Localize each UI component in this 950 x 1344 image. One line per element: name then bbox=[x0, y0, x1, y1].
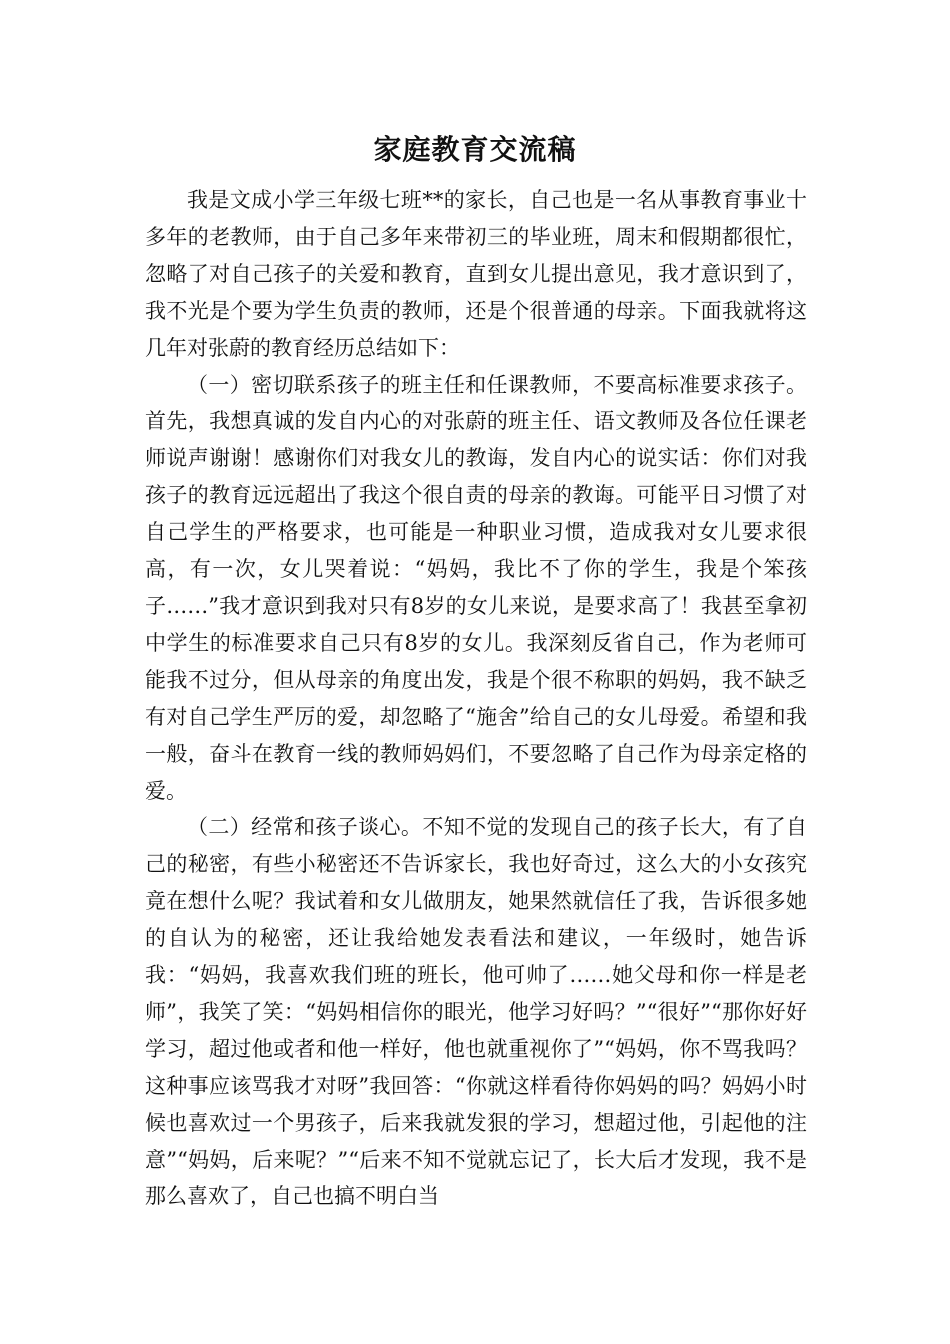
document-body bbox=[145, 182, 807, 1215]
paragraph-intro: 我是文成小学三年级七班**的家长，自己也是一名从事教育事业十多年的老教师，由于自己多年来带初三的毕业班，周末和假期都很忙，忽略了对自己孩子的关爱和教育，直到女儿提出意见，我才意识到了，我不光是个要为学生负责的教师，还是个很普通的母亲。下面我就将这几年对张蔚的教育经历总结如下： bbox=[145, 188, 807, 360]
paragraph-section-two: （二）经常和孩子谈心。不知不觉的发现自己的孩子长大，有了自己的秘密，有些小秘密还不告诉家长，我也好奇过，这么大的小女孩究竟在想什么呢？我试着和女儿做朋友，她果然就信任了我，告诉很多她的自认为的秘密，还让我给她发表看法和建议，一年级时，她告诉我：“妈妈，我喜欢我们班的班长，他可帅了……她父母和你一样是老师”，我笑了笑：“妈妈相信你的眼光，他学习好吗？”“很好”“那你好好学习，超过他或者和他一样好，他也就重视你了”“妈妈，你不骂我吗？这种事应该骂我才对呀”我回答：“你就这样看待你妈妈的吗？妈妈小时候也喜欢过一个男孩子，后来我就发狠的学习，想超过他，引起他的注意”“妈妈，后来呢？”“后来不知不觉就忘记了，长大后才发现，我不是那么喜欢了，自己也搞不明白当 bbox=[145, 815, 807, 1209]
document-title: 家庭教育交流稿 bbox=[373, 133, 577, 166]
paragraph-section-one: （一）密切联系孩子的班主任和任课教师，不要高标准要求孩子。首先，我想真诚的发自内心的对张蔚的班主任、语文教师及各位任课老师说声谢谢！感谢你们对我女儿的教诲，发自内心的说实话：你们对我孩子的教育远远超出了我这个很自责的母亲的教诲。可能平日习惯了对自己学生的严格要求，也可能是一种职业习惯，造成我对女儿要求很高，有一次，女儿哭着说：“妈妈，我比不了你的学生，我是个笨孩子……”我才意识到我对只有8岁的女儿来说，是要求高了！我甚至拿初中学生的标准要求自己只有8岁的女儿。我深刻反省自己，作为老师可能我不过分，但从母亲的角度出发，我是个很不称职的妈妈，我不缺乏有对自己学生严厉的爱，却忽略了“施舍”给自己的女儿母爱。希望和我一般，奋斗在教育一线的教师妈妈们，不要忽略了自己作为母亲定格的爱。 bbox=[145, 372, 807, 803]
